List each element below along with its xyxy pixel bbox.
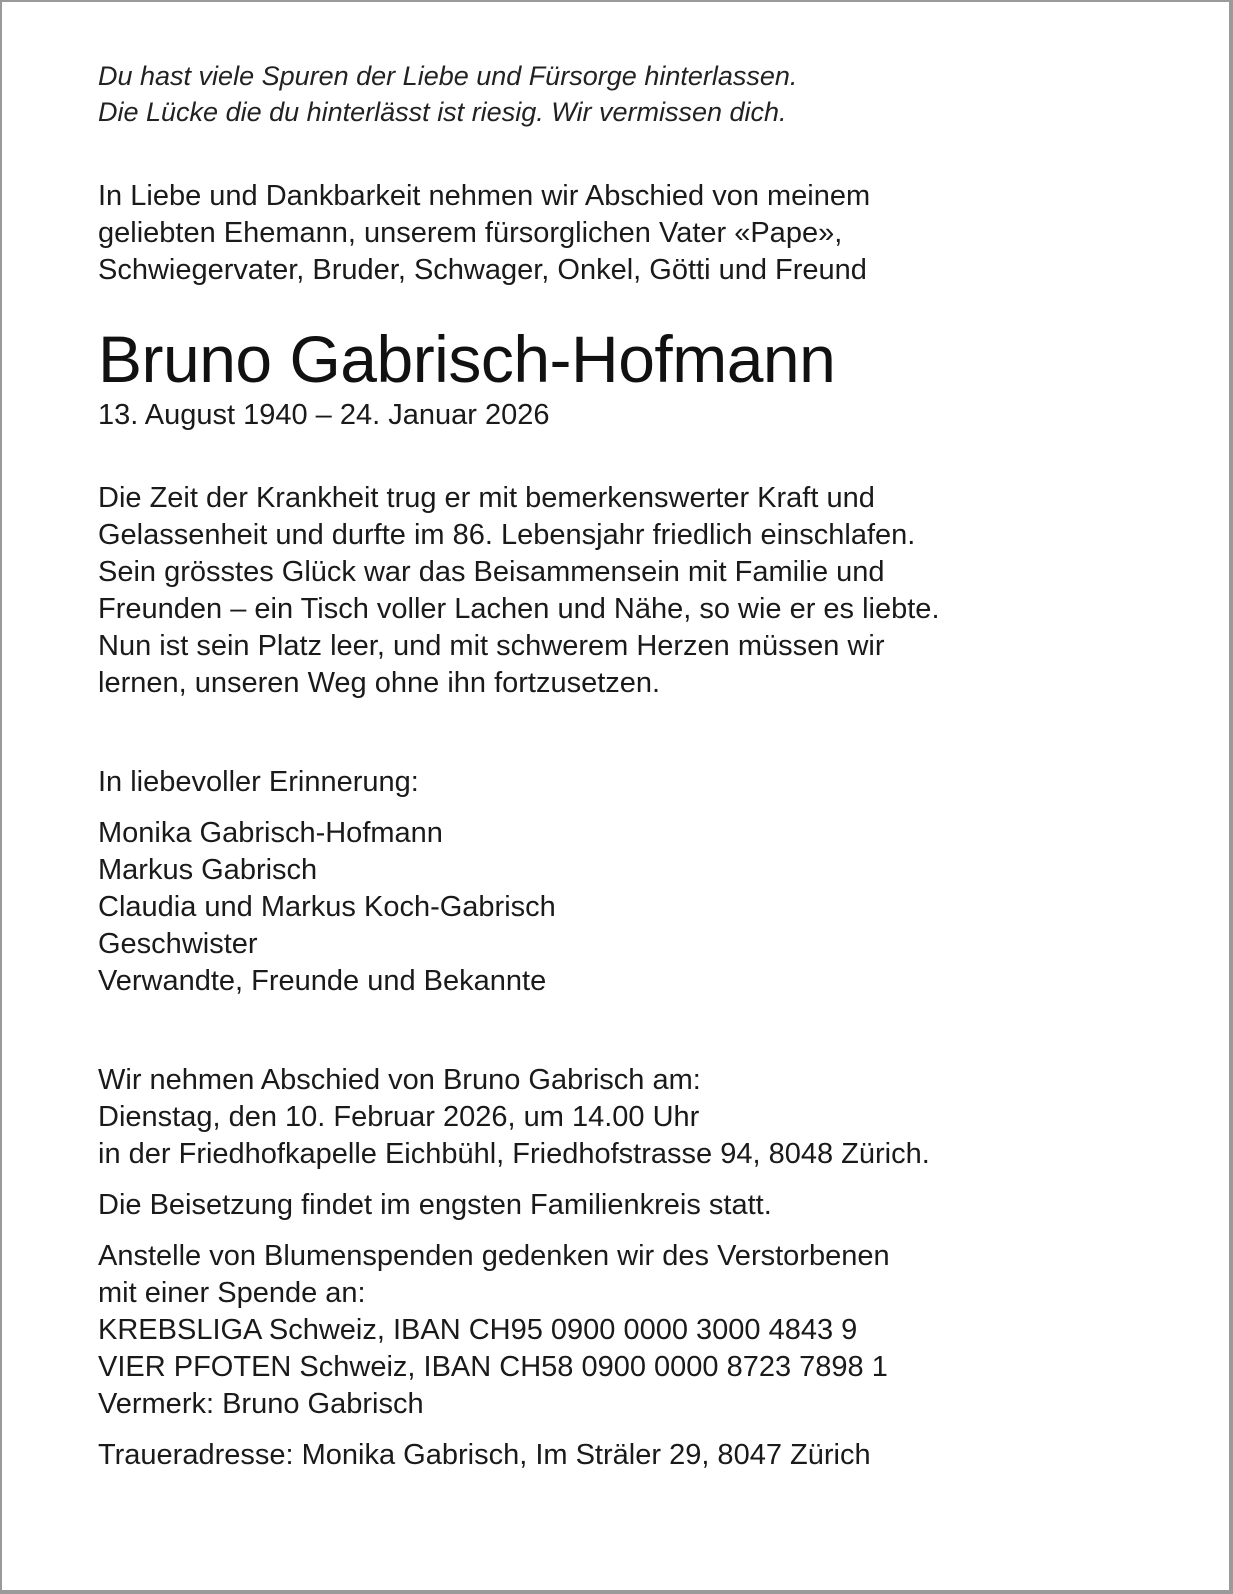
obituary-content xyxy=(98,58,1178,1474)
mourner-item: Geschwister xyxy=(98,928,258,960)
motto-line: Die Lücke die du hinterlässt ist riesig. Wir vermissen dich. xyxy=(98,97,787,127)
farewell-line: Wir nehmen Abschied von Bruno Gabrisch am: xyxy=(98,1064,701,1096)
motto-line: Du hast viele Spuren der Liebe und Fürsorge hinterlassen. xyxy=(98,61,798,91)
farewell-line: Dienstag, den 10. Februar 2026, um 14.00 Uhr xyxy=(98,1101,700,1133)
tribute-line: Nun ist sein Platz leer, und mit schwerem Herzen müssen wir xyxy=(98,630,885,662)
memory-label: In liebevoller Erinnerung: xyxy=(98,766,419,798)
life-dates: 13. August 1940 – 24. Januar 2026 xyxy=(98,399,550,431)
motto xyxy=(98,58,1178,130)
mourner-item: Verwandte, Freunde und Bekannte xyxy=(98,965,547,997)
tribute-line: lernen, unseren Weg ohne ihn fortzusetzen. xyxy=(98,667,661,699)
deceased-name: Bruno Gabrisch-Hofmann xyxy=(98,322,836,396)
mourner-item: Monika Gabrisch-Hofmann xyxy=(98,817,443,849)
tribute-paragraph xyxy=(98,480,1178,702)
donation-line: mit einer Spende an: xyxy=(98,1277,366,1309)
donation-line: Vermerk: Bruno Gabrisch xyxy=(98,1388,424,1420)
tribute-line: Die Zeit der Krankheit trug er mit bemerkenswerter Kraft und xyxy=(98,482,875,514)
tribute-line: Freunden – ein Tisch voller Lachen und Nähe, so wie er es liebte. xyxy=(98,593,940,625)
burial-note: Die Beisetzung findet im engsten Familienkreis statt. xyxy=(98,1189,772,1221)
intro-line: In Liebe und Dankbarkeit nehmen wir Abschied von meinem xyxy=(98,180,871,212)
donation-line: KREBSLIGA Schweiz, IBAN CH95 0900 0000 3000 4843 9 xyxy=(98,1314,858,1346)
farewell-details xyxy=(98,1062,1178,1173)
tribute-line: Sein grösstes Glück war das Beisammensein mit Familie und xyxy=(98,556,885,588)
mourning-address: Traueradresse: Monika Gabrisch, Im Sträler 29, 8047 Zürich xyxy=(98,1439,871,1471)
farewell-line: in der Friedhofkapelle Eichbühl, Friedhofstrasse 94, 8048 Zürich. xyxy=(98,1138,930,1170)
intro-line: geliebten Ehemann, unserem fürsorglichen Vater «Pape», xyxy=(98,217,843,249)
donation-line: VIER PFOTEN Schweiz, IBAN CH58 0900 0000 8723 7898 1 xyxy=(98,1351,888,1383)
donation-info xyxy=(98,1238,1178,1423)
intro-paragraph xyxy=(98,178,1178,289)
mourner-item: Markus Gabrisch xyxy=(98,854,318,886)
donation-line: Anstelle von Blumenspenden gedenken wir des Verstorbenen xyxy=(98,1240,890,1272)
intro-line: Schwiegervater, Bruder, Schwager, Onkel, Götti und Freund xyxy=(98,254,867,286)
mourner-item: Claudia und Markus Koch-Gabrisch xyxy=(98,891,556,923)
tribute-line: Gelassenheit und durfte im 86. Lebensjahr friedlich einschlafen. xyxy=(98,519,916,551)
mourners-list xyxy=(98,815,1178,1000)
